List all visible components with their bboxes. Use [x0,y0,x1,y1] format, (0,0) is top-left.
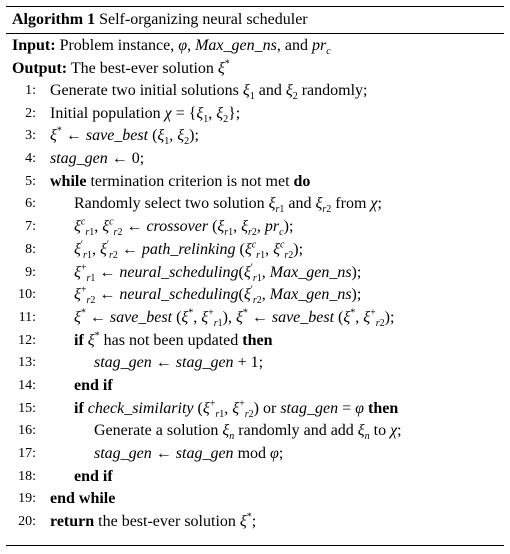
line-number: 8: [25,241,36,257]
line-text: Initial population $\chi = \{\xi_1$, $\xi_2$}; [50,104,241,125]
line-number: 1: [25,83,36,98]
line-number: 20: [18,514,36,530]
algorithm-line [6,511,504,534]
line-text: return the best-ever solution ξ*; [50,511,257,531]
algorithm-line [6,239,504,262]
line-number: 2: [25,105,36,121]
algorithm-line [6,80,504,103]
line-text: ξ* ← save_best ($\xi_1$, $\xi_2$); [50,126,199,148]
algorithm-lines [6,80,504,534]
output-line [6,57,504,80]
algorithm-line [6,103,504,126]
line-text: stag_gen ← 0; [50,150,145,168]
algorithm-line [6,420,504,443]
algorithm-line [6,125,504,148]
line-text: end if [74,467,113,485]
algorithm-line [6,216,504,239]
line-number: 4: [25,151,36,167]
line-text: Randomly select two solution $\xi_{r1}$ and $\xi_{r2}$ from χ; [74,195,382,216]
input-line [6,34,504,57]
line-text: $\xi'_{r1}$, $\xi'_{r2}$ ← path_relinking ($\xi^c_{r1}$, $\xi^c_{r2}$); [74,239,304,261]
line-text: stag_gen ← stag_gen mod φ; [94,445,284,462]
algorithm-line [6,330,504,353]
line-number: 6: [25,196,36,212]
caption-title: Self-organizing neural scheduler [99,11,308,28]
line-text: Generate two initial solutions $\xi_1$ and $\xi_2$ randomly; [50,82,368,103]
output-text: The best-ever solution ξ* [70,58,230,77]
line-number: 10: [18,287,36,303]
line-number: 19: [18,491,36,507]
algorithm-line [6,171,504,194]
algorithm-caption [6,7,504,33]
algorithm-line [6,148,504,171]
line-text: Generate a solution $\xi_n$ randomly and add $\xi_n$ to χ; [94,422,402,443]
line-number: 9: [25,264,36,280]
line-number: 12: [18,332,36,348]
line-number: 3: [25,128,36,144]
algorithm-line [6,375,504,398]
algorithm-line [6,307,504,330]
input-text: Problem instance, φ, Max_gen_ns, and $pr_c$ [59,37,331,58]
line-text: $\xi^+_{r1}$ ← $neural\_scheduling(\xi'_{r1}$, Max_gen_ns); [74,262,362,284]
algorithm-line [6,352,504,375]
algorithm-line [6,262,504,285]
line-number: 16: [18,423,36,439]
line-number: 14: [18,377,36,393]
algorithm-line [6,443,504,466]
line-text: stag_gen ← stag_gen + 1; [94,354,264,372]
line-number: 18: [18,468,36,484]
caption-label: Algorithm 1 [12,11,96,28]
line-text: while termination criterion is not met do [50,172,311,190]
algorithm-line [6,284,504,307]
bottom-rule [6,545,504,546]
line-number: 15: [18,400,36,416]
line-text: $\xi^c_{r1}$, $\xi^c_{r2}$ ← crossover ($\xi_{r1}$, $\xi_{r2}$, $pr_c$); [74,216,294,239]
line-number: 7: [25,219,36,235]
line-number: 11: [18,309,36,325]
algorithm-line [6,488,504,511]
line-text: ξ* ← save_best (ξ*, $\xi^+_{r1}$), ξ* ← save_best (ξ*, $\xi^+_{r2}$); [74,307,395,330]
line-text: $\xi^+_{r2}$ ← $neural\_scheduling(\xi'_{r2}$, Max_gen_ns); [74,284,362,307]
line-number: 17: [18,446,36,461]
line-text: end while [50,490,116,508]
line-number: 5: [25,173,36,189]
input-label: Input: [12,37,56,54]
line-number: 13: [18,355,36,371]
algorithm-line [6,466,504,489]
line-text: if ξ* has not been updated then [74,330,273,349]
algorithm-line [6,193,504,216]
output-label: Output: [12,60,68,77]
algorithm-line [6,398,504,421]
line-text: if check_similarity ($\xi^+_{r1}$, $\xi^+_{r2}$) or stag_gen = φ then [74,398,399,420]
line-text: end if [74,376,113,394]
algorithm-block [6,6,504,534]
